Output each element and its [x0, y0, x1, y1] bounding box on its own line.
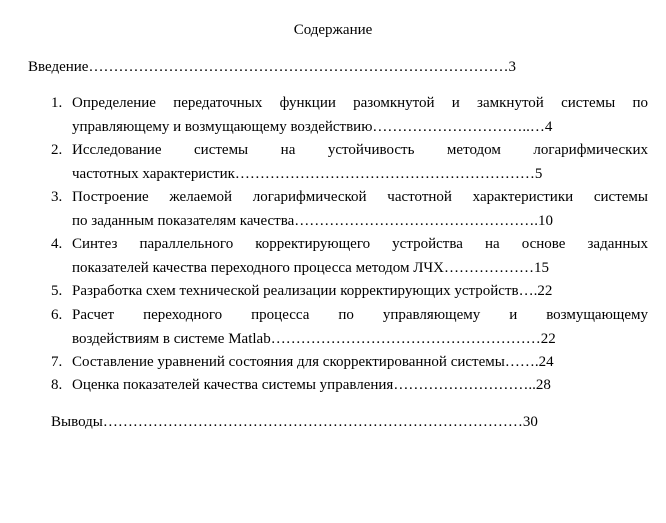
toc-item-7-line-1: Составление уравнений состояния для скорректированной системы…….24 [72, 354, 554, 370]
toc-item-4-line-1: Синтез параллельного корректирующего устройства на основе заданных [72, 236, 648, 252]
toc-item-1-line-2: управляющему и возмущающему воздействию…………………………..…4 [72, 119, 553, 135]
toc-item-4-number: 4. [51, 236, 63, 252]
toc-conclusions: Выводы…………………………………………………………………………30 [51, 414, 538, 430]
toc-item-6-line-1: Расчет переходного процесса по управляющему и возмущающему [72, 307, 648, 323]
toc-item-1-number: 1. [51, 95, 63, 111]
toc-item-4-line-2: показателей качества переходного процесса методом ЛЧХ………………15 [72, 260, 550, 276]
toc-item-6-number: 6. [51, 307, 63, 323]
toc-item-7-number: 7. [51, 354, 63, 370]
toc-item-1-line-1: Определение передаточных функции разомкнутой и замкнутой системы по [72, 95, 648, 111]
toc-item-3-line-1: Построение желаемой логарифмической частотной характеристики системы [72, 189, 648, 205]
toc-item-5-number: 5. [51, 283, 63, 299]
toc-item-2-number: 2. [51, 142, 63, 158]
toc-item-3-line-2: по заданным показателям качества………………………………………….10 [72, 213, 554, 229]
toc-item-6-line-2: воздействиям в системе Matlab………………………………………………22 [72, 331, 556, 347]
toc-item-5-line-1: Разработка схем технической реализации корректирующих устройств….22 [72, 283, 553, 299]
toc-intro: Введение…………………………………………………………………………3 [28, 59, 516, 75]
toc-item-2-line-2: частотных характеристик……………………………………………………5 [72, 166, 543, 182]
toc-item-8-number: 8. [51, 377, 63, 393]
toc-item-8-line-1: Оценка показателей качества системы управления………………………..28 [72, 377, 551, 393]
toc-item-3-number: 3. [51, 189, 63, 205]
page-title: Содержание [293, 22, 373, 38]
toc-item-2-line-1: Исследование системы на устойчивость методом логарифмических [72, 142, 648, 158]
